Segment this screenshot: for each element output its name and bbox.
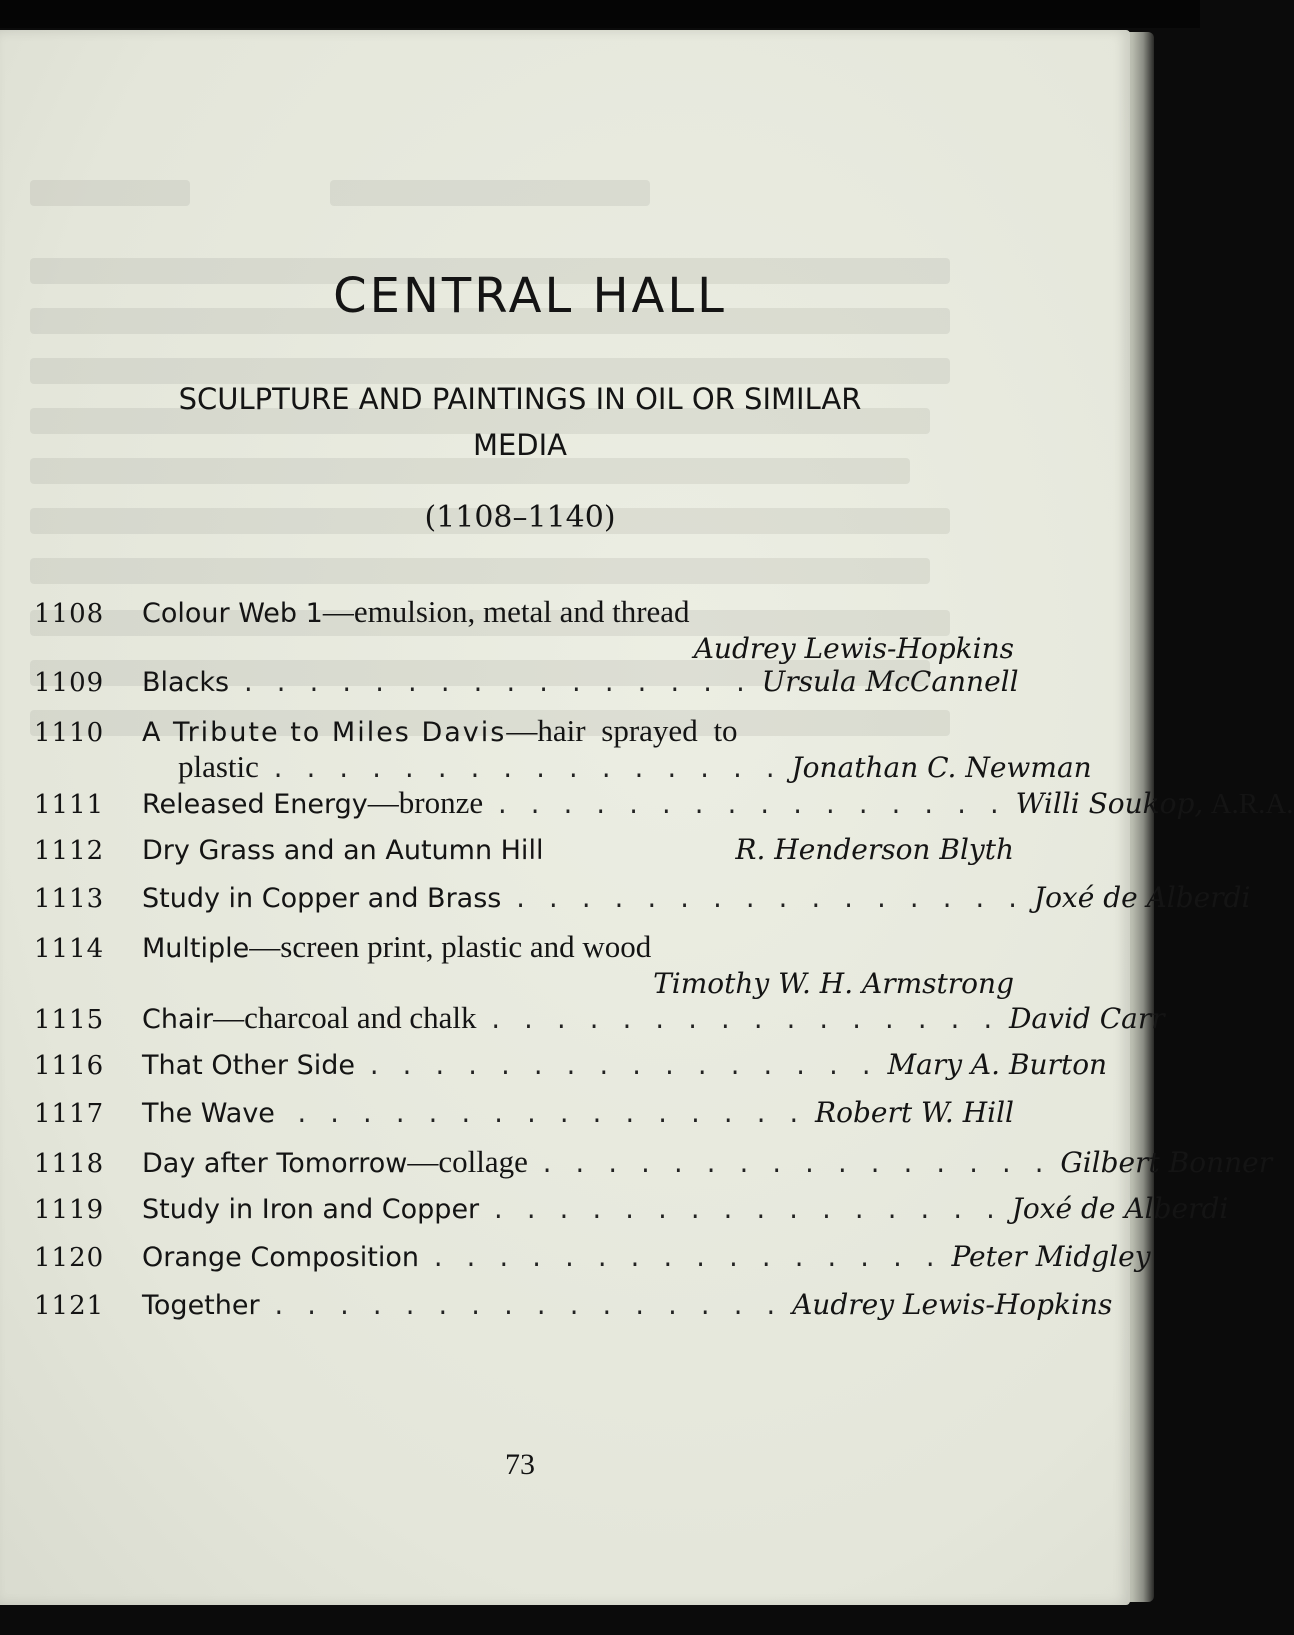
entry-medium-continued: plastic xyxy=(178,749,259,784)
entry-title: Chair xyxy=(142,1004,214,1035)
entry-number: 1118 xyxy=(34,1149,105,1179)
entry-number: 1113 xyxy=(34,884,105,914)
entry-1113 xyxy=(34,881,1251,929)
entry-artist: Audrey Lewis-Hopkins xyxy=(693,632,1014,665)
scan-border xyxy=(0,0,1200,28)
dot-leader: . . . . . . . . . . . . . . . . xyxy=(430,1247,940,1274)
entry-artist: Audrey Lewis-Hopkins xyxy=(792,1288,1113,1321)
entry-1121 xyxy=(34,1288,1113,1336)
entry-1119 xyxy=(34,1192,1229,1240)
entry-title: Orange Composition xyxy=(142,1242,419,1273)
entry-artist: Joxé de Alberdi xyxy=(1033,881,1251,914)
dot-leader: . . . . . . . . . . . . . . . . xyxy=(488,1009,997,1036)
entry-1111 xyxy=(34,785,1294,833)
entry-artist: R. Henderson Blyth xyxy=(735,833,1014,866)
entry-artist: David Carr xyxy=(1008,1002,1165,1035)
entry-1108 xyxy=(34,594,1014,665)
entry-number: 1108 xyxy=(34,599,105,629)
entry-1109 xyxy=(34,665,1019,713)
dot-leader: . . . . . . . . . . . . . . . . xyxy=(294,1103,804,1130)
entry-artist: Jonathan C. Newman xyxy=(791,751,1092,784)
entry-title: Together xyxy=(142,1290,260,1321)
entry-list xyxy=(34,594,1294,1336)
entry-artist: Gilbert Bonner xyxy=(1060,1146,1273,1179)
entry-artist: Ursula McCannell xyxy=(761,665,1019,698)
entry-1120 xyxy=(34,1240,1151,1288)
page-number: 73 xyxy=(505,1448,535,1481)
entry-number: 1116 xyxy=(34,1051,105,1081)
entry-number: 1115 xyxy=(34,1005,105,1035)
entry-number: 1112 xyxy=(34,836,105,866)
entry-number: 1109 xyxy=(34,668,105,698)
entry-medium: —screen print, plastic and wood xyxy=(249,929,652,964)
entry-artist: Mary A. Burton xyxy=(887,1048,1108,1081)
entry-title: Released Energy xyxy=(142,789,368,820)
entry-medium: —emulsion, metal and thread xyxy=(322,594,690,629)
dot-leader: . . . . . . . . . . . . . . . . xyxy=(495,794,1004,821)
section-subtitle xyxy=(80,376,960,468)
entry-artist: Joxé de Alberdi xyxy=(1011,1192,1229,1225)
dot-leader: . . . . . . . . . . . . . . . . xyxy=(241,672,750,699)
entry-title: Multiple xyxy=(142,933,250,964)
entry-1112 xyxy=(34,833,1014,881)
dot-leader: . . . . . . . . . . . . . . . . xyxy=(491,1199,1000,1226)
subtitle-line-2: MEDIA xyxy=(472,428,568,462)
entry-1110 xyxy=(34,713,1092,785)
entry-artist: Willi Soukop, xyxy=(1015,787,1204,820)
entry-1117 xyxy=(34,1096,1014,1144)
entry-artist: Peter Midgley xyxy=(951,1240,1151,1273)
entry-number: 1117 xyxy=(34,1099,105,1129)
dot-leader: . . . . . . . . . . . . . . . . xyxy=(366,1055,876,1082)
entry-number: 1119 xyxy=(34,1195,105,1225)
subtitle-line-1: SCULPTURE AND PAINTINGS IN OIL OR SIMILAR xyxy=(178,382,862,416)
entry-title: Blacks xyxy=(142,667,230,698)
entry-1114 xyxy=(34,929,1014,1000)
entry-title: Study in Iron and Copper xyxy=(142,1194,480,1225)
entry-1115 xyxy=(34,1000,1165,1048)
entry-artist: Timothy W. H. Armstrong xyxy=(653,967,1014,1000)
entry-title: The Wave xyxy=(142,1098,275,1129)
entry-title: That Other Side xyxy=(142,1050,355,1081)
entry-title: Colour Web 1 xyxy=(142,598,323,629)
entry-1116 xyxy=(34,1048,1108,1096)
catalogue-number-range: (1108–1140) xyxy=(424,500,616,535)
entry-medium: —collage xyxy=(407,1144,528,1179)
dot-leader: . . . . . . . . . . . . . . . . xyxy=(539,1153,1049,1180)
dot-leader: . . . . . . . . . . . . . . . . xyxy=(271,1295,781,1322)
entry-artist: Robert W. Hill xyxy=(815,1096,1014,1129)
entry-number: 1110 xyxy=(34,718,105,748)
entry-medium: —bronze xyxy=(367,785,484,820)
entry-number: 1111 xyxy=(34,790,105,820)
entry-number: 1114 xyxy=(34,934,105,964)
catalogue-page-content xyxy=(0,30,1294,1605)
page-title: CENTRAL HALL xyxy=(333,268,727,324)
entry-medium: —hair sprayed to xyxy=(506,713,738,748)
entry-number: 1121 xyxy=(34,1291,105,1321)
entry-title: Day after Tomorrow xyxy=(142,1148,408,1179)
dot-leader: . . . . . . . . . . . . . . . . xyxy=(513,888,1022,915)
artist-honours: A.R.A. xyxy=(1210,788,1294,820)
entry-title: A Tribute to Miles Davis xyxy=(142,717,507,748)
entry-number: 1120 xyxy=(34,1243,105,1273)
dot-leader: . . . . . . . . . . . . . . . . xyxy=(270,758,780,785)
entry-title: Study in Copper and Brass xyxy=(142,883,502,914)
entry-title: Dry Grass and an Autumn Hill xyxy=(142,835,544,866)
entry-medium: —charcoal and chalk xyxy=(213,1000,477,1035)
entry-1118 xyxy=(34,1144,1273,1192)
